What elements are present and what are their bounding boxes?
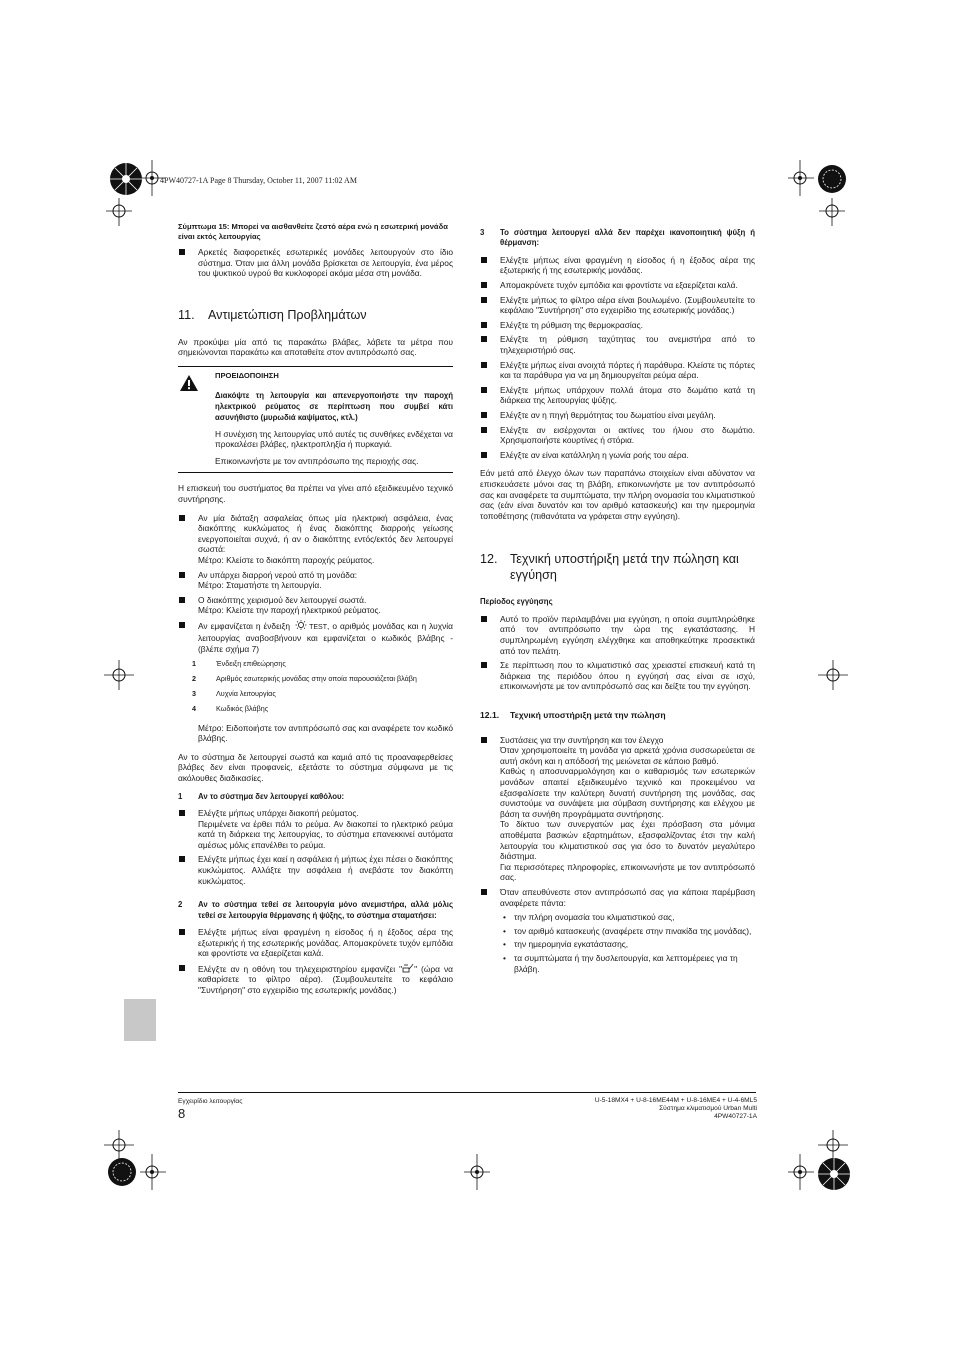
list-item: Ελέγξτε αν εισέρχονται οι ακτίνες του ήλιου στο δωμάτιο. Χρησιμοποιήστε κουρτίνες ή στόρια. [480,425,755,446]
section-12-1-number: 12.1. [480,710,500,721]
section-12-heading [480,551,755,583]
footer-model-line: U-5-18MX4 + U-8-16ME44M + U-8-16ME4 + U-4-6ML5 [594,1097,757,1104]
legend-row: 1 Ένδειξη επιθεώρησης [192,658,286,668]
after-checks-text: Εάν μετά από έλεγχο όλων των παραπάνω στοιχείων είναι αδύνατον να επισκευάσετε μόνοι σας τη βλάβη, επικοινωνήστε με τον αντιπρόσωπό σας και αναφέρετε τα συμπτώματα, την πλήρη ονομασία του κλιματιστικού σας (εάν είναι δυνατόν και τον αριθμό κατασκευής) και την ημερομηνία τοποθέτησης (πιθανότατα να γράφεται στην εγγύηση). [480,468,755,521]
list-item: Ελέγξτε μήπως υπάρχουν πολλά άτομα στο δωμάτιο κατά τη διάρκεια της λειτουργίας ψύξης. [480,385,755,406]
inspection-display-icon [295,620,307,630]
list-item: Ελέγξτε αν η πηγή θερμότητας του δωματίου είναι μεγάλη. [480,410,755,421]
warning-paragraph-1: Η συνέχιση της λειτουργίας υπό αυτές τις συνθήκες ενδέχεται να προκαλέσει βλάβες, ηλεκτροπληξία ή πυρκαγιά. [215,428,453,450]
dash-item: • τα συμπτώματα ή την δυσλειτουργία, και λεπτομέρειες για τη βλάβη. [500,953,755,974]
list-item: Αυτό το προϊόν περιλαμβάνει μια εγγύηση, η οποία συμπληρώθηκε από τον αντιπρόσωπο την ώρα της εγκατάστασης. Η συμπληρωμένη εγγύηση ελέγχθηκε και αποθηκεύτηκε προσεκτικά από τον πελάτη. [480,614,755,656]
list-item: Ελέγξτε τη ρύθμιση της θερμοκρασίας. [480,320,755,331]
section-12-title: Τεχνική υποστήριξη μετά την πώληση και εγγύηση [510,552,739,583]
crosshair-mark-bottom-left-2 [140,1154,170,1190]
chapter-tab [124,999,156,1041]
page-number: 8 [178,1106,186,1121]
dash-item: • τον αριθμό κατασκευής (αναφέρετε στην πινακίδα της μονάδας), [500,926,755,937]
list-item: Ελέγξτε μήπως είναι φραγμένη η είσοδος ή η έξοδος αέρα της εξωτερικής ή της εσωτερικής μονάδας. [480,255,755,276]
registration-mark-bottom-right [812,1152,856,1196]
crosshair-mark-top-right-lower [818,198,848,228]
warning-box [178,366,453,473]
legend-row: 3 Λυχνία λειτουργίας [192,688,276,698]
warning-paragraph-2: Επικοινωνήστε με τον αντιπρόσωπο της περιοχής σας. [215,455,419,466]
list-item: Ελέγξτε αν η οθόνη του τηλεχειριστηρίου εμφανίζει " " (ώρα να καθαρίσετε το φίλτρο αέρα). (Συμβουλευτείτε το κεφάλαιο "Συντήρηση" στο εγχειρίδιο της εσωτερικής μονάδας.) [178,963,453,996]
section-11-heading [178,307,453,323]
footer-doc-code: 4PW40727-1A [714,1113,757,1121]
figure-legend [192,659,453,713]
warranty-period-heading: Περίοδος εγγύησης [480,597,553,607]
list-item: Ελέγξτε αν είναι κατάλληλη η γωνία ροής του αέρα. [480,450,755,461]
check-3-heading: 3 Το σύστημα λειτουργεί αλλά δεν παρέχει ικανοποιητική ψύξη ή θέρμανση: [480,228,755,248]
section-12-number: 12. [480,552,498,567]
footer-divider [178,1092,756,1093]
section-11-title: Αντιμετώπιση Προβλημάτων [208,307,367,322]
section-12-1-heading [480,710,755,721]
test-label: TEST [309,623,327,631]
list-item: Αν εμφανίζεται η ένδειξη TEST, ο αριθμός μονάδας και η λυχνία λειτουργίας αναβοσβήνουν και εμφανίζεται ο κωδικός βλάβης - (βλέπε σχήμα 7) [178,620,453,655]
footer-manual-label: Εγχειρίδιο λειτουργίας [178,1098,243,1105]
footer-model-info [520,1097,757,1122]
registration-mark-top-right [812,160,852,200]
list-item: Απομακρύνετε τυχόν εμπόδια και φροντίστε να εξαερίζεται καλά. [480,280,755,291]
warning-bold-text: Διακόψτε τη λειτουργία και απενεργοποιήστε την παροχή ηλεκτρικού ρεύματος σε περίπτωση που συμβεί κάτι ασυνήθιστο (μυρωδιά καψίματος, κτλ.) [215,390,453,422]
warning-triangle-icon [180,375,198,391]
list-item: Αν μία διάταξη ασφαλείας όπως μία ηλεκτρική ασφάλεια, ένας διακόπτης κυκλώματος ή ένας διακόπτης διαρροής γείωσης ενεργοποιείται συχνά, ή αν ο διακόπτης εντός/εκτός δεν λειτουργεί σωστά: Μέτρο: Κλείστε το διακόπτη παροχής ρεύματος. [178,513,453,566]
left-column [178,222,453,1000]
dash-item: • την πλήρη ονομασία του κλιματιστικού σας, [500,912,755,923]
check-2-heading: 2 Αν το σύστημα τεθεί σε λειτουργία μόνο ανεμιστήρα, αλλά μόλις τεθεί σε λειτουργία θέρμανσης ή ψύξης, το σύστημα σταματήσει: [178,900,453,920]
crosshair-mark-bottom-center [462,1154,492,1190]
list-item: Ελέγξτε μήπως υπάρχει διακοπή ρεύματος. Περιμένετε να έρθει πάλι το ρεύμα. Αν διακοπεί το ηλεκτρικό ρεύμα κατά τη διάρκεια της λειτουργίας, το σύστημα επανεκκινεί αυτόματα αμέσως μόλις επανέλθει το ρεύμα. [178,808,453,850]
right-column [480,222,755,977]
list-item: Ελέγξτε μήπως το φίλτρο αέρα είναι βουλωμένο. (Συμβουλευτείτε το κεφάλαιο "Συντήρηση" στο εγχειρίδιο της εσωτερικής μονάδας.) [480,295,755,316]
legend-row: 4 Κωδικός βλάβης [192,703,269,713]
if-not-working-text: Αν το σύστημα δε λειτουργεί σωστά και καμιά από τις προαναφερθείσες βλάβες δεν είναι προφανείς, εξετάστε το σύστημα σύμφωνα με τις ακόλουθες διαδικασίες. [178,751,453,784]
footer-system-line: Σύστημα κλιματισμού Urban Multi [659,1105,757,1113]
list-item: Ελέγξτε μήπως έχει καεί η ασφάλεια ή μήπως έχει πέσει ο διακόπτης κυκλώματος. Αλλάξτε την ασφάλεια ή ανεβάστε τον διακόπτη κυκλώματος. [178,854,453,886]
crosshair-mark-mid-left [104,660,134,690]
list-item: Ο διακόπτης χειρισμού δεν λειτουργεί σωστά. Μέτρο: Κλείστε την παροχή ηλεκτρικού ρεύματος. [178,595,453,616]
legend-row: 2 Αριθμός εσωτερικής μονάδας στην οποία παρουσιάζεται βλάβη [192,673,417,683]
registration-mark-bottom-left [102,1152,142,1192]
list-item: Σε περίπτωση που το κλιματιστικό σας χρειαστεί επισκευή κατά τη διάρκεια της περιόδου όπου η εγγύησή σας είναι σε ισχύ, επικοινωνήστε με τον αντιπρόσωπό σας και δείξτε του την εγγύηση. [480,660,755,692]
warning-title: ΠΡΟΕΙΔΟΠΟΙΗΣΗ [215,370,279,380]
check-1-heading: 1 Αν το σύστημα δεν λειτουργεί καθόλου: [178,791,345,801]
service-text: Η επισκευή του συστήματος θα πρέπει να γίνει από εξειδικευμένο τεχνικό συντήρησης. [178,483,453,504]
symptom-15-text: Αρκετές διαφορετικές εσωτερικές μονάδες λειτουργούν στο ίδιο σύστημα. Όταν μια άλλη μονάδα βρίσκεται σε λειτουργία, ένα μέρος του ψυκτικού υγρού θα κυκλοφορεί ακόμα μέσα στη μονάδα. [178,247,453,279]
symptom-15-heading: Σύμπτωμα 15: Μπορεί να αισθανθείτε ζεστό αέρα ενώ η εσωτερική μονάδα είναι εκτός λειτουργίας [178,222,448,241]
list-item: Συστάσεις για την συντήρηση και τον έλεγχο Όταν χρησιμοποιείτε τη μονάδα για αρκετά χρόνια συσσωρεύεται σε αυτή σκόνη και η απόδοσή της μειώνεται σε κάποιο βαθμό. Καθώς η αποσυναρμολόγηση και ο καθαρισμός των εσωτερικών μονάδων απαιτεί εξειδικευμένο τεχνικό και προκειμένου να εξασφαλίσετε την καλύτερη δυνατή συντήρηση της μονάδας, σας συνιστούμε να συνάψετε μια σύμβαση συντήρησης και ελέγχου με βάση τα συνήθη προγράμματα συντήρησης. Το δίκτυο των συνεργατών μας έχει πρόσβαση στα μόνιμα αποθέματα βασικών εξαρτημάτων, εξασφαλίζοντας έτσι την καλή λειτουργία του κλιματιστικού σας για όσο το δυνατόν μεγαλύτερο διάστημα. Για περισσότερες πληροφορίες, επικοινωνήστε με τον αντιπρόσωπό σας. [480,735,755,883]
print-slug: 4PW40727-1A Page 8 Thursday, October 11, 2007 11:02 AM [160,176,357,185]
filter-clean-icon [402,963,414,973]
list-item: Αν υπάρχει διαρροή νερού από τη μονάδα: Μέτρο: Σταματήστε τη λειτουργία. [178,570,453,591]
section-11-number: 11. [178,307,195,322]
dash-item: • την ημερομηνία εγκατάστασης, [500,939,755,950]
list-item: Ελέγξτε τη ρύθμιση ταχύτητας του ανεμιστήρα από το τηλεχειριστήριό σας. [480,334,755,355]
list-item: Ελέγξτε μήπως είναι ανοιχτά πόρτες ή παράθυρα. Κλείστε τις πόρτες και τα παράθυρα για να μη δημιουργείται ρεύμα αέρα. [480,360,755,381]
crosshair-mark-mid-right [818,660,848,690]
list-item: Όταν απευθύνεστε στον αντιπρόσωπό σας για κάποια παρέμβαση αναφέρετε πάντα: [480,887,755,908]
crosshair-mark-top-left-lower [104,198,134,228]
list-item: Ελέγξτε μήπως είναι φραγμένη η είσοδος ή η έξοδος αέρα της εξωτερικής ή της εσωτερικής μονάδας. Απομακρύνετε τυχόν εμπόδια και φροντίστε να εξαερίζεται καλά. [178,927,453,959]
section-11-intro: Αν προκύψει μία από τις παρακάτω βλάβες, λάβετε τα μέτρα που σημειώνονται παρακάτω και αποταθείτε στον αντιπρόσωπό σας. [178,336,453,358]
measure-error-code: Μέτρο: Ειδοποιήστε τον αντιπρόσωπό σας και αναφέρετε τον κωδικό βλάβης. [198,722,453,744]
section-12-1-title: Τεχνική υποστήριξη μετά την πώληση [510,710,666,721]
